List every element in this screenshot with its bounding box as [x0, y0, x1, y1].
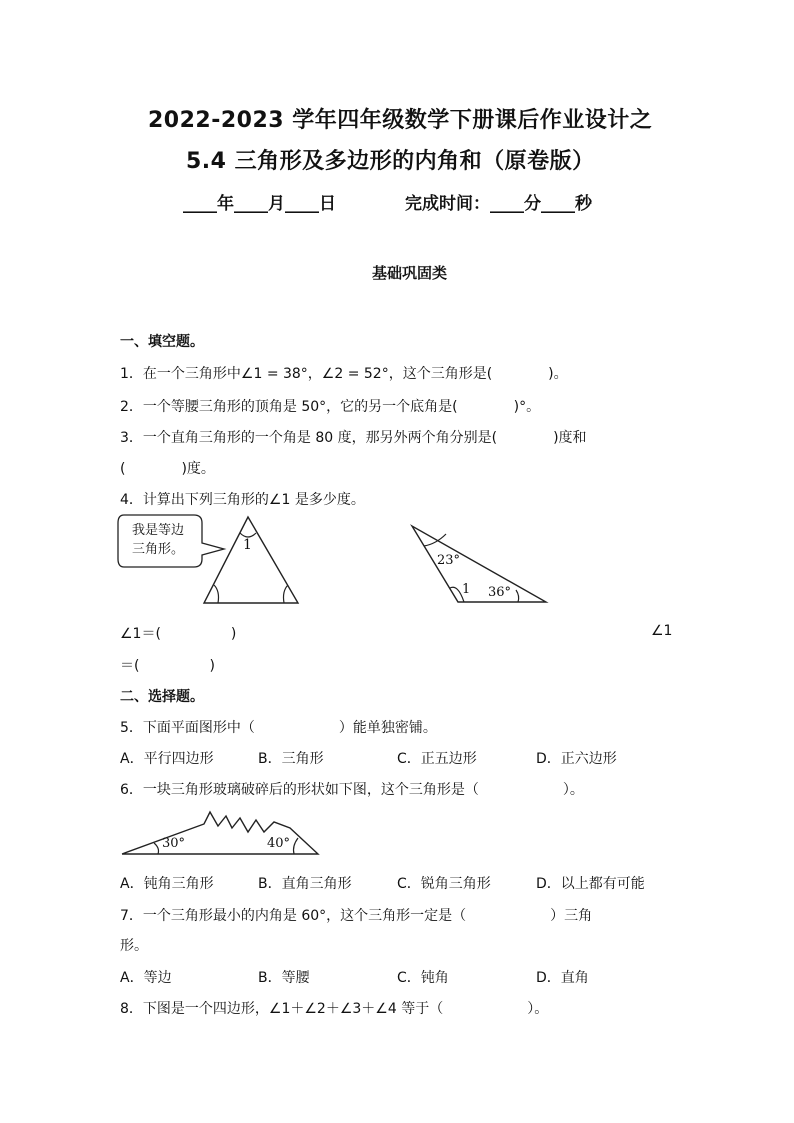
question-7-line-1: 7．一个三角形最小的内角是 60°，这个三角形一定是（ ）三角 [120, 908, 593, 924]
q7-option-b: B．等腰 [258, 970, 310, 986]
q5-option-b: B．三角形 [258, 751, 324, 767]
question-6: 6．一块三角形玻璃破碎后的形状如下图，这个三角形是（ ）。 [120, 782, 584, 798]
q6-option-a: A．钝角三角形 [120, 876, 214, 892]
part1-title: 一、填空题。 [120, 334, 204, 350]
fig1-angle-label: 1 [243, 537, 252, 553]
fig2-label-a: 23° [437, 553, 461, 568]
answer-right-part2: ＝( ) [120, 658, 215, 674]
q6-option-d: D．以上都有可能 [536, 876, 645, 892]
question-1: 1．在一个三角形中∠1 = 38°，∠2 = 52°，这个三角形是( )。 [120, 366, 568, 382]
broken-glass-triangle-figure [118, 802, 322, 858]
question-4: 4．计算出下列三角形的∠1 是多少度。 [120, 492, 365, 508]
title-line-1: 2022-2023 学年四年级数学下册课后作业设计之 [148, 108, 653, 133]
q5-option-c: C．正五边形 [397, 751, 477, 767]
section-heading: 基础巩固类 [372, 264, 448, 282]
question-7-line-2: 形。 [120, 938, 148, 954]
q6-option-b: B．直角三角形 [258, 876, 352, 892]
time-line: 完成时间：____分____秒 [405, 194, 592, 214]
q7-option-d: D．直角 [536, 970, 589, 986]
question-8: 8．下图是一个四边形，∠1＋∠2＋∠3＋∠4 等于（ ）。 [120, 1001, 549, 1017]
equilateral-triangle-figure [196, 513, 306, 609]
speech-text-1: 我是等边 [132, 523, 185, 538]
question-2: 2．一个等腰三角形的顶角是 50°，它的另一个底角是( )°。 [120, 399, 541, 415]
q6-option-c: C．锐角三角形 [397, 876, 491, 892]
q5-option-a: A．平行四边形 [120, 751, 214, 767]
question-5: 5．下面平面图形中（ ）能单独密铺。 [120, 720, 437, 736]
speech-text-2: 三角形。 [132, 542, 185, 557]
title-line-2: 5.4 三角形及多边形的内角和（原卷版） [186, 149, 595, 174]
q7-option-c: C．钝角 [397, 970, 449, 986]
answer-right-part1: ∠1 [651, 623, 673, 639]
q5-option-d: D．正六边形 [536, 751, 617, 767]
fig2-label-b: 1 [462, 582, 471, 597]
fig2-label-c: 36° [488, 585, 512, 600]
obtuse-triangle-figure [408, 522, 550, 608]
fig3-label-left: 30° [162, 836, 186, 851]
question-3-line-2: ( )度。 [120, 461, 215, 477]
fig3-label-right: 40° [267, 836, 291, 851]
date-line: ____年____月____日 [183, 194, 336, 214]
question-3-line-1: 3．一个直角三角形的一个角是 80 度，那另外两个角分别是( )度和 [120, 430, 587, 446]
q7-option-a: A．等边 [120, 970, 172, 986]
part2-title: 二、选择题。 [120, 689, 204, 705]
answer-left: ∠1＝( ) [120, 626, 237, 642]
